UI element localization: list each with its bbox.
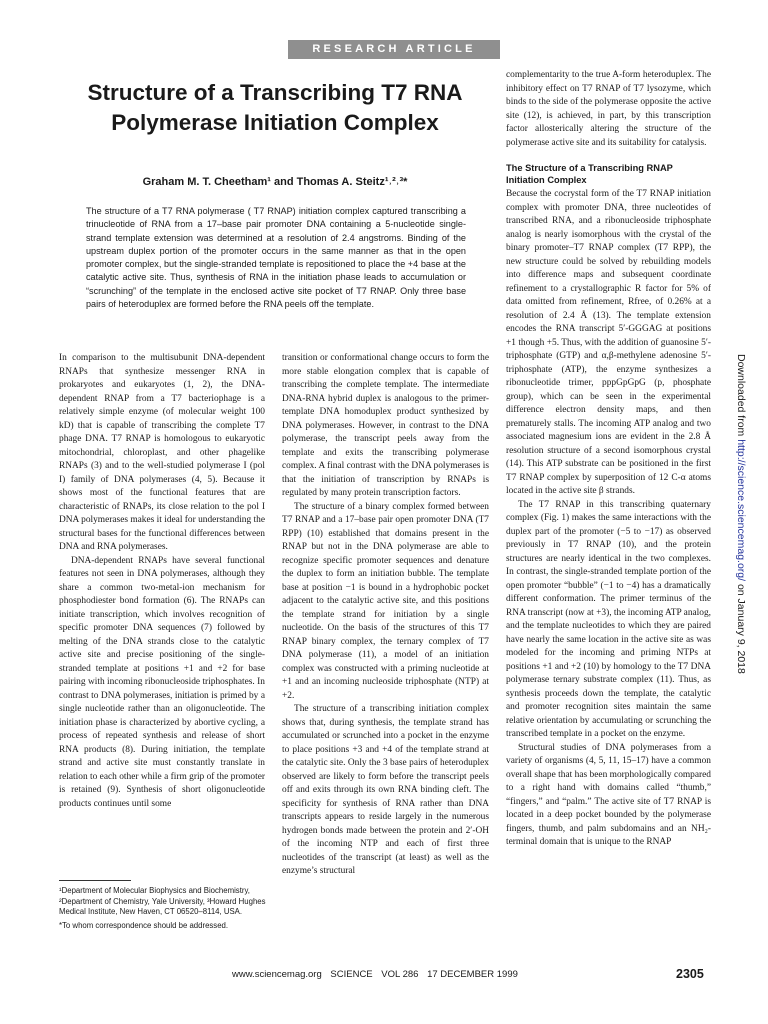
section-banner: RESEARCH ARTICLE (288, 40, 500, 59)
paragraph: complementarity to the true A-form heteroduplex. The inhibitory effect on T7 RNAP of T7 lysozyme, which binds to the side of the polymerase opposite the active site (12), is achieved, in part, by this transcription factor allosterically altering the structure of the polymerase active site and its suitability for catalysis. (506, 70, 711, 148)
paragraph: Because the cocrystal form of the T7 RNAP initiation complex with promoter DNA, three nucleotides of transcribed RNA, and a ribonucleoside triphosphate analog is nearly isomorphous with the crystal of the binary promoter–T7 RNAP complex (T7 RPP), the new structure could be solved by rebuilding models into difference maps and subsequent coordinate refinement to a crystallographic R factor for 5% of data omitted from refinement, Rfree, of 0.26% at a resolution of 2.4 Å (13). The template extension encodes the RNA transcript 5′-GGGAG at positions +1 though +5. Thus, with the addition of guanosine 5′-triphosphate (GTP) and α,β-methylene adenosine 5′-triphosphate (ATP), the enzyme synthesizes a ribonucleotide trimer, pppGpGpG (p, phosphate group), which can be seen in the experimental difference electron density maps, and then prematurely stalls. The incoming ATP analog and two associated magnesium ions are evident in the 2.8 Å resolution structure of a second isomorphous crystal (14). This ATP substrate can be positioned in the first T7 RNAP complex by superposition of 12 C-α atoms located in the active site β strands. (506, 189, 711, 496)
correspondence-footnote: *To whom correspondence should be addressed. (59, 920, 229, 930)
footnote-divider (59, 880, 131, 881)
footer-date: 17 DECEMBER 1999 (427, 969, 518, 980)
abstract: The structure of a T7 RNA polymerase ( T7 RNAP) initiation complex captured transcribing a trinucleotide of RNA from a 17–base pair promoter DNA containing a 5-nucleotide single-strand template extension was determined at a resolution of 2.4 angstroms. Binding of the upstream duplex portion of the promoter occurs in the same manner as that in the open promoter complex, but the single-stranded template is repositioned to place the +4 base at the catalytic active site. Thus, synthesis of RNA in the initiation phase leads to accumulation or “scrunching” of the template in the enclosed active site pocket of T7 RNAP. Only three base pairs of heteroduplex are formed before the RNA peels off the template. (86, 206, 466, 310)
paragraph: The structure of a transcribing initiation complex shows that, during synthesis, the template strand has accumulated or scrunched into a pocket in the enzyme to place positions +3 and +4 of the template strand at the catalytic site. Only the 3 base pairs of heteroduplex observed are likely to form before the transcript peels off and exits through its own RNA binding cleft. The specificity for synthesis of RNA rather than DNA transcripts appears to reside largely in the numerous hydrogen bonds made between the protein and 2′-OH of the incoming NTP and each of first three nucleotides of the transcript (at least) as well as the enzyme’s structural (282, 704, 489, 876)
section-heading: The Structure of a Transcribing RNAP Initiation Complex (506, 163, 673, 185)
footer-journal: SCIENCE (330, 969, 373, 980)
paragraph: DNA-dependent RNAPs have several functional features not seen in DNA polymerases, although they share a common two-metal-ion mechanism for phosphodiester bond formation (6). The RNAPs can initiate transcription, which involves recognition of specific promoter DNA sequences (7) followed by melting of the DNA strands close to the catalytic active site and precise positioning of the single-stranded template at positions +1 and +2 for base pairing with incoming ribonucleoside triphosphates. In contrast to DNA polymerases, initiation is primed by a single nucleotide rather than an oligonucleotide. The initiation phase is characterized by abortive cycling, a process of repeated synthesis and release of short RNA products (8). During initiation, the template strand and active site must constantly translate in relation to each other while a firm grip of the promoter is retained (9). Synthesis of short oligonucleotide products continues until some (59, 555, 265, 809)
footer-site: www.sciencemag.org (232, 969, 322, 980)
download-link[interactable]: http://science.sciencemag.org/ (735, 439, 747, 582)
paragraph: In comparison to the multisubunit DNA-dependent RNAPs that synthesize messenger RNA in prokaryotes and eukaryotes (1, 2), the DNA-dependent RNAP from a T7 bacteriophage is a relatively simple enzyme (of molecular weight 100 kD) that is capable of transcribing the complete T7 phage DNA. T7 RNAP is homologous to eukaryotic mitochondrial, chloroplast, and other phagelike RNAPs (3) and to the well-studied polymerase I (pol I) family of DNA polymerases (4, 5). Because it shows most of the functional features that are characteristic of RNAPs, its close relation to the pol I DNA polymerases makes it ideal for understanding the structural bases for the functional differences between DNA and RNA polymerases. (59, 353, 265, 552)
paragraph: The structure of a binary complex formed between T7 RNAP and a 17–base pair open promoter DNA (T7 RPP) (10) established that domains present in the RNAP but not in the DNA polymerase are able to recognize specific promoter sequences and denature the duplex to form an initiation bubble. The template base at position −1 is bound in a hydrophobic pocket adjacent to the catalytic active site, and this positions the template strand for initiation by a single nucleotide. On the basis of the structures of this T7 RNAP binary complex, the ternary complex of T7 DNA polymerase (11), a model of an initiation complex was constructed with a priming nucleotide at +1 and an incoming nucleoside triphosphate (NTP) at +2. (282, 501, 489, 701)
body-column-1 (59, 352, 265, 811)
download-suffix: on January 9, 2018 (735, 581, 747, 674)
download-prefix: Downloaded from (735, 354, 747, 440)
download-notice (734, 354, 748, 674)
page-number: 2305 (676, 967, 704, 981)
article-title: Structure of a Transcribing T7 RNA Polymerase Initiation Complex (87, 80, 463, 135)
footer-volume: VOL 286 (381, 969, 419, 980)
paragraph: The T7 RNAP in this transcribing quaternary complex (Fig. 1) makes the same interactions with the duplex part of the promoter (−5 to −17) as observed previously in T7 RNAP (10), and the protein structures are nearly identical in the two complexes. In contrast, the single-stranded template portion of the open promoter “bubble” (−1 to −4) has a dramatically different conformation. The primer terminus of the RNA transcript (now at +3), the incoming ATP analog, and the template nucleotides to which they are paired have nearly the same location in the active site as was modeled for the incoming and priming NTPs at positions +1 and +2 (10) by homology to the T7 DNA polymerase ternary substrate complex (11). Thus, as synthesis proceeds down the template, the catalytic and promoter recognition sites maintain the same relative orientation by accumulating or scrunching the transcribed template in a pocket on the enzyme. (506, 499, 711, 739)
paragraph: transition or conformational change occurs to form the more stable elongation complex that is capable of transcribing the complete template. The intermediate DNA-RNA hybrid duplex is analogous to the primer-template DNA homoduplex product synthesized by DNA polymerases. However, in contrast to the DNA polymerase, the transcript peels away from the template and exits the transcribing polymerase complex. A final contrast with the DNA polymerases is that the initiation of transcription by RNAPs is regulated by many protein transcription factors. (282, 353, 489, 498)
author-line: Graham M. T. Cheetham¹ and Thomas A. Steitz¹˒²˒³* (142, 176, 408, 188)
body-column-2 (282, 352, 489, 879)
footnotes (59, 886, 269, 934)
paragraph: Structural studies of DNA polymerases from a variety of organisms (4, 5, 11, 15–17) have a common overall shape that has been morphologically compared to a right hand with domains called “thumb,” “fingers,” and “palm.” The active site of T7 RNAP is located in a deep pocket bounded by the polymerase fingers, thumb, and palm subdomains and an NH₂-terminal domain that is unique to the RNAP (506, 742, 711, 847)
page-footer (232, 969, 524, 980)
body-column-3 (506, 69, 711, 850)
affiliation-footnote: ¹Department of Molecular Biophysics and Biochemistry, ²Department of Chemistry, Yale University, ³Howard Hughes Medical Institute, New Haven, CT 06520–8114, USA. (59, 886, 266, 916)
